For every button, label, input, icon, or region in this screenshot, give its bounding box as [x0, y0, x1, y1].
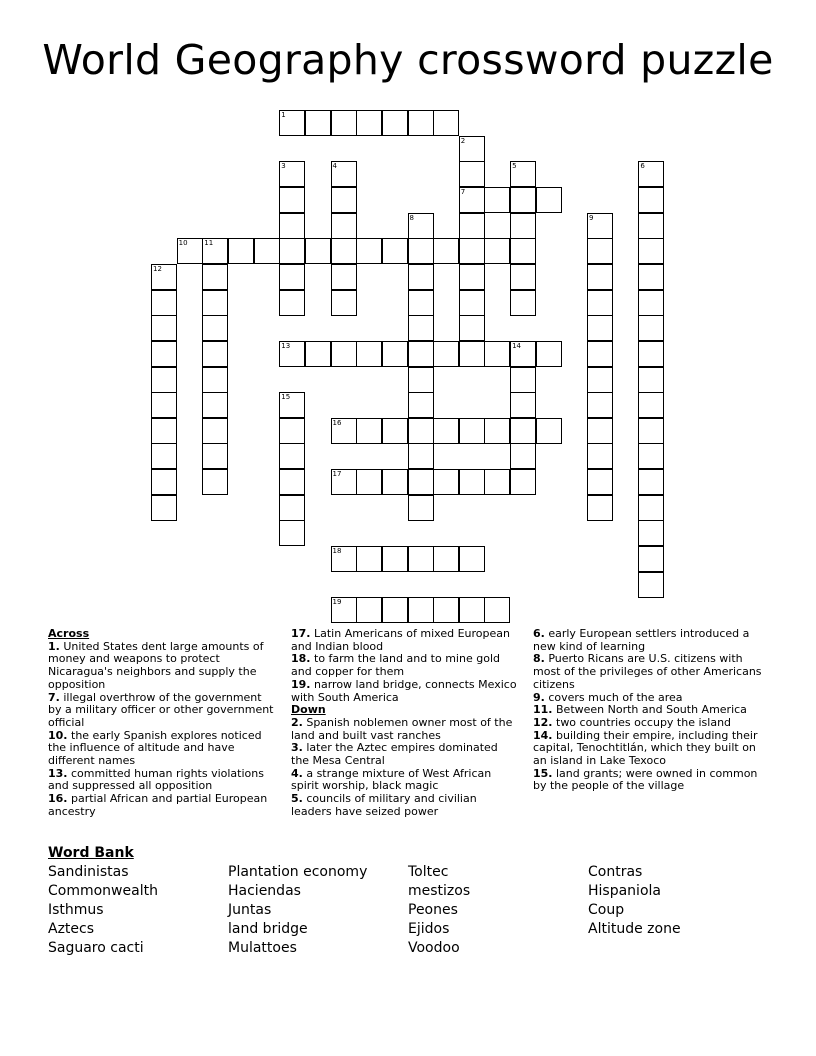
- clue-down-8: [533, 653, 763, 691]
- cell-number: 16: [332, 418, 342, 427]
- grid-cell[interactable]: [331, 264, 357, 290]
- clue-across-7: [48, 692, 278, 730]
- grid-cell[interactable]: [279, 392, 305, 418]
- grid-cell[interactable]: [408, 213, 434, 239]
- grid-cell[interactable]: [356, 597, 382, 623]
- grid-cell[interactable]: [382, 469, 408, 495]
- grid-cell[interactable]: [228, 238, 254, 264]
- grid-cell[interactable]: [305, 341, 331, 367]
- grid-cell[interactable]: [459, 469, 485, 495]
- grid-cell[interactable]: [638, 520, 664, 546]
- grid-cell[interactable]: [638, 161, 664, 187]
- grid-cell[interactable]: [356, 546, 382, 572]
- clue-text: illegal overthrow of the government by a military officer or other government official: [48, 690, 274, 729]
- cell-number: 7: [460, 187, 466, 196]
- clue-text: Spanish noblemen owner most of the land and built vast ranches: [291, 715, 513, 742]
- cell-number: 2: [460, 136, 466, 145]
- grid-cell[interactable]: [510, 238, 536, 264]
- cell-number: 11: [204, 239, 214, 248]
- clues-column-1: [48, 628, 278, 819]
- grid-cell[interactable]: [536, 341, 562, 367]
- grid-cell[interactable]: [408, 597, 434, 623]
- clue-number: 12.: [533, 715, 553, 729]
- clue-text: councils of military and civilian leaders have seized power: [291, 792, 477, 818]
- grid-cell[interactable]: [408, 315, 434, 341]
- down-heading: Down: [291, 703, 326, 717]
- grid-cell[interactable]: [459, 161, 485, 187]
- grid-cell[interactable]: [484, 341, 510, 367]
- clue-across-19: [291, 679, 519, 704]
- word-bank-item: Coup: [588, 902, 625, 918]
- clue-text: land grants; were owned in common by the people of the village: [533, 766, 758, 793]
- word-bank-item: Toltec: [408, 864, 449, 880]
- grid-cell[interactable]: [331, 469, 357, 495]
- clue-across-18: [291, 653, 519, 678]
- clue-down-6: [533, 628, 763, 653]
- word-bank-title: Word Bank: [48, 845, 134, 861]
- grid-cell[interactable]: [587, 341, 613, 367]
- grid-cell[interactable]: [638, 238, 664, 264]
- grid-cell[interactable]: [279, 213, 305, 239]
- cell-number: 9: [589, 213, 594, 222]
- grid-cell[interactable]: [151, 315, 177, 341]
- clue-number: 9.: [533, 690, 545, 704]
- grid-cell[interactable]: [382, 238, 408, 264]
- clue-number: 4.: [291, 766, 303, 780]
- grid-cell[interactable]: [459, 597, 485, 623]
- grid-cell[interactable]: [638, 546, 664, 572]
- grid-cell[interactable]: [433, 238, 459, 264]
- clue-across-16: [48, 793, 278, 818]
- grid-cell[interactable]: [408, 238, 434, 264]
- grid-cell[interactable]: [254, 238, 280, 264]
- grid-cell[interactable]: [408, 264, 434, 290]
- clue-number: 15.: [533, 766, 553, 780]
- grid-cell[interactable]: [638, 187, 664, 213]
- clue-number: 2.: [291, 715, 303, 729]
- grid-cell[interactable]: [433, 469, 459, 495]
- grid-cell[interactable]: [279, 264, 305, 290]
- word-bank-item: Hispaniola: [588, 883, 661, 899]
- clue-across-1: [48, 641, 278, 692]
- grid-cell[interactable]: [151, 418, 177, 444]
- grid-cell[interactable]: [510, 290, 536, 316]
- grid-cell[interactable]: [638, 572, 664, 598]
- grid-cell[interactable]: [510, 264, 536, 290]
- grid-cell[interactable]: [459, 546, 485, 572]
- grid-cell[interactable]: [382, 418, 408, 444]
- grid-cell[interactable]: [279, 443, 305, 469]
- grid-cell[interactable]: [587, 290, 613, 316]
- grid-cell[interactable]: [331, 110, 357, 136]
- grid-cell[interactable]: [202, 238, 228, 264]
- grid-cell[interactable]: [331, 187, 357, 213]
- grid-cell[interactable]: [484, 418, 510, 444]
- grid-cell[interactable]: [331, 290, 357, 316]
- grid-cell[interactable]: [279, 238, 305, 264]
- clue-text: the early Spanish explores noticed the influence of altitude and have different names: [48, 728, 262, 768]
- clue-text: committed human rights violations and suppressed all opposition: [48, 766, 264, 793]
- word-bank-item: Saguaro cacti: [48, 940, 144, 956]
- grid-cell[interactable]: [587, 443, 613, 469]
- grid-cell[interactable]: [356, 341, 382, 367]
- clue-down-2: [291, 717, 519, 742]
- grid-cell[interactable]: [433, 418, 459, 444]
- grid-cell[interactable]: [151, 367, 177, 393]
- grid-cell[interactable]: [459, 187, 485, 213]
- grid-cell[interactable]: [459, 290, 485, 316]
- clue-text: partial African and partial European ancestry: [48, 792, 268, 818]
- grid-cell[interactable]: [510, 392, 536, 418]
- word-bank-item: mestizos: [408, 883, 471, 899]
- clue-text: Puerto Ricans are U.S. citizens with most of the privileges of other Americans citizens: [533, 652, 762, 691]
- cell-number: 19: [332, 598, 342, 607]
- clue-down-5: [291, 793, 519, 818]
- grid-cell[interactable]: [408, 290, 434, 316]
- grid-cell[interactable]: [459, 238, 485, 264]
- grid-cell[interactable]: [279, 341, 305, 367]
- grid-cell[interactable]: [331, 238, 357, 264]
- clue-text: Latin Americans of mixed European and Indian blood: [291, 627, 510, 653]
- grid-cell[interactable]: [484, 238, 510, 264]
- grid-cell[interactable]: [279, 290, 305, 316]
- grid-cell[interactable]: [433, 341, 459, 367]
- word-bank-item: Peones: [408, 902, 458, 918]
- cell-number: 3: [281, 162, 286, 171]
- grid-cell[interactable]: [459, 264, 485, 290]
- page-title: World Geography crossword puzzle: [42, 36, 774, 84]
- word-bank-item: Isthmus: [48, 902, 104, 918]
- clue-text: later the Aztec empires dominated the Mesa Central: [291, 741, 498, 768]
- word-bank-item: Sandinistas: [48, 864, 129, 880]
- grid-cell[interactable]: [356, 110, 382, 136]
- grid-cell[interactable]: [433, 597, 459, 623]
- clues-column-2: [291, 628, 519, 819]
- grid-cell[interactable]: [433, 110, 459, 136]
- grid-cell[interactable]: [279, 161, 305, 187]
- grid-cell[interactable]: [638, 367, 664, 393]
- clue-number: 14.: [533, 728, 553, 742]
- clue-number: 11.: [533, 703, 553, 717]
- grid-cell[interactable]: [408, 418, 434, 444]
- grid-cell[interactable]: [382, 341, 408, 367]
- grid-cell[interactable]: [587, 213, 613, 239]
- cell-number: 8: [409, 213, 414, 222]
- grid-cell[interactable]: [510, 418, 536, 444]
- grid-cell[interactable]: [202, 341, 228, 367]
- clue-text: early European settlers introduced a new kind of learning: [533, 627, 750, 653]
- across-heading: Across: [48, 627, 90, 640]
- grid-cell[interactable]: [587, 264, 613, 290]
- grid-cell[interactable]: [638, 418, 664, 444]
- grid-cell[interactable]: [408, 546, 434, 572]
- grid-cell[interactable]: [279, 495, 305, 521]
- clue-number: 10.: [48, 728, 68, 742]
- clue-down-4: [291, 768, 519, 793]
- grid-cell[interactable]: [484, 187, 510, 213]
- grid-cell[interactable]: [177, 238, 203, 264]
- grid-cell[interactable]: [484, 597, 510, 623]
- clue-number: 7.: [48, 690, 60, 704]
- grid-cell[interactable]: [510, 367, 536, 393]
- grid-cell[interactable]: [587, 495, 613, 521]
- grid-cell[interactable]: [638, 392, 664, 418]
- clue-text: two countries occupy the island: [556, 715, 732, 729]
- grid-cell[interactable]: [331, 418, 357, 444]
- grid-cell[interactable]: [587, 238, 613, 264]
- grid-cell[interactable]: [202, 367, 228, 393]
- clue-text: to farm the land and to mine gold and copper for them: [291, 652, 500, 679]
- grid-cell[interactable]: [408, 469, 434, 495]
- grid-cell[interactable]: [202, 315, 228, 341]
- word-bank-item: Aztecs: [48, 921, 95, 937]
- grid-cell[interactable]: [510, 469, 536, 495]
- grid-cell[interactable]: [382, 546, 408, 572]
- word-bank-list: [48, 863, 788, 963]
- clue-number: 5.: [291, 792, 303, 806]
- grid-cell[interactable]: [638, 341, 664, 367]
- word-bank: [48, 845, 788, 963]
- grid-cell[interactable]: [305, 110, 331, 136]
- grid-cell[interactable]: [382, 110, 408, 136]
- clue-text: narrow land bridge, connects Mexico with South America: [291, 677, 517, 704]
- clue-text: Between North and South America: [556, 703, 747, 717]
- grid-cell[interactable]: [587, 315, 613, 341]
- cell-number: 6: [640, 162, 645, 171]
- grid-cell[interactable]: [151, 495, 177, 521]
- grid-cell[interactable]: [279, 110, 305, 136]
- grid-cell[interactable]: [638, 469, 664, 495]
- clue-number: 16.: [48, 792, 68, 806]
- clues-column-3: [533, 628, 763, 793]
- grid-cell[interactable]: [202, 418, 228, 444]
- grid-cell[interactable]: [382, 597, 408, 623]
- grid-cell[interactable]: [484, 469, 510, 495]
- grid-cell[interactable]: [433, 546, 459, 572]
- grid-cell[interactable]: [510, 443, 536, 469]
- clue-number: 3.: [291, 741, 303, 755]
- grid-cell[interactable]: [331, 546, 357, 572]
- grid-cell[interactable]: [151, 341, 177, 367]
- word-bank-item: Contras: [588, 864, 643, 880]
- grid-cell[interactable]: [356, 238, 382, 264]
- clue-down-15: [533, 768, 763, 793]
- grid-cell[interactable]: [459, 341, 485, 367]
- grid-cell[interactable]: [331, 161, 357, 187]
- grid-cell[interactable]: [331, 213, 357, 239]
- grid-cell[interactable]: [408, 495, 434, 521]
- grid-cell[interactable]: [356, 469, 382, 495]
- word-bank-item: Voodoo: [408, 940, 460, 956]
- grid-cell[interactable]: [638, 290, 664, 316]
- grid-cell[interactable]: [331, 341, 357, 367]
- grid-cell[interactable]: [510, 213, 536, 239]
- clue-number: 6.: [533, 627, 545, 640]
- cell-number: 4: [332, 162, 338, 171]
- grid-cell[interactable]: [408, 392, 434, 418]
- grid-cell[interactable]: [151, 290, 177, 316]
- word-bank-item: Ejidos: [408, 921, 450, 937]
- grid-cell[interactable]: [279, 469, 305, 495]
- clue-number: 17.: [291, 627, 311, 640]
- grid-cell[interactable]: [408, 341, 434, 367]
- cell-number: 17: [332, 470, 342, 479]
- clue-text: covers much of the area: [548, 690, 683, 704]
- grid-cell[interactable]: [279, 187, 305, 213]
- clue-number: 18.: [291, 652, 311, 666]
- cell-number: 1: [281, 111, 286, 119]
- clue-number: 1.: [48, 639, 60, 653]
- grid-cell[interactable]: [638, 315, 664, 341]
- grid-cell[interactable]: [202, 469, 228, 495]
- grid-cell[interactable]: [408, 110, 434, 136]
- clue-down-3: [291, 742, 519, 767]
- word-bank-item: Juntas: [228, 902, 272, 918]
- grid-cell[interactable]: [638, 264, 664, 290]
- grid-cell[interactable]: [638, 443, 664, 469]
- clue-text: United States dent large amounts of money and weapons to protect Nicaragua's neighbors and supply the opposition: [48, 639, 264, 691]
- grid-cell[interactable]: [408, 443, 434, 469]
- grid-cell[interactable]: [305, 238, 331, 264]
- grid-cell[interactable]: [510, 187, 536, 213]
- grid-cell[interactable]: [408, 367, 434, 393]
- cell-number: 5: [512, 162, 517, 171]
- grid-cell[interactable]: [202, 443, 228, 469]
- grid-cell[interactable]: [151, 443, 177, 469]
- cell-number: 18: [332, 547, 342, 556]
- grid-cell[interactable]: [587, 418, 613, 444]
- clue-text: a strange mixture of West African spirit worship, black magic: [291, 766, 492, 793]
- grid-cell[interactable]: [536, 187, 562, 213]
- grid-cell[interactable]: [459, 213, 485, 239]
- grid-cell[interactable]: [638, 213, 664, 239]
- word-bank-item: Altitude zone: [588, 921, 681, 937]
- cell-number: 14: [512, 341, 522, 350]
- grid-cell[interactable]: [459, 418, 485, 444]
- grid-cell[interactable]: [459, 136, 485, 162]
- clue-across-13: [48, 768, 278, 793]
- grid-cell[interactable]: [510, 341, 536, 367]
- grid-cell[interactable]: [202, 264, 228, 290]
- clue-number: 19.: [291, 677, 311, 691]
- clue-number: 8.: [533, 652, 545, 666]
- grid-cell[interactable]: [151, 392, 177, 418]
- grid-cell[interactable]: [536, 418, 562, 444]
- word-bank-item: Haciendas: [228, 883, 301, 899]
- word-bank-item: Plantation economy: [228, 864, 368, 880]
- grid-cell[interactable]: [587, 392, 613, 418]
- clue-down-14: [533, 730, 763, 768]
- word-bank-item: land bridge: [228, 921, 308, 937]
- grid-cell[interactable]: [510, 161, 536, 187]
- grid-cell[interactable]: [151, 264, 177, 290]
- grid-cell[interactable]: [279, 418, 305, 444]
- clue-across-17: [291, 628, 519, 653]
- clue-text: building their empire, including their capital, Tenochtitlán, which they built on an island in Lake Texoco: [533, 728, 758, 768]
- cell-number: 10: [178, 239, 188, 248]
- word-bank-item: Commonwealth: [48, 883, 158, 899]
- grid-cell[interactable]: [151, 469, 177, 495]
- word-bank-item: Mulattoes: [228, 940, 297, 956]
- cell-number: 13: [281, 341, 291, 350]
- grid-cell[interactable]: [202, 290, 228, 316]
- cell-number: 12: [153, 264, 162, 273]
- clue-across-10: [48, 730, 278, 768]
- grid-cell[interactable]: [587, 469, 613, 495]
- clue-number: 13.: [48, 766, 68, 780]
- grid-cell[interactable]: [638, 495, 664, 521]
- cell-number: 15: [281, 393, 291, 402]
- grid-cell[interactable]: [459, 315, 485, 341]
- grid-cell[interactable]: [202, 392, 228, 418]
- grid-cell[interactable]: [587, 367, 613, 393]
- grid-cell[interactable]: [279, 520, 305, 546]
- grid-cell[interactable]: [331, 597, 357, 623]
- grid-cell[interactable]: [356, 418, 382, 444]
